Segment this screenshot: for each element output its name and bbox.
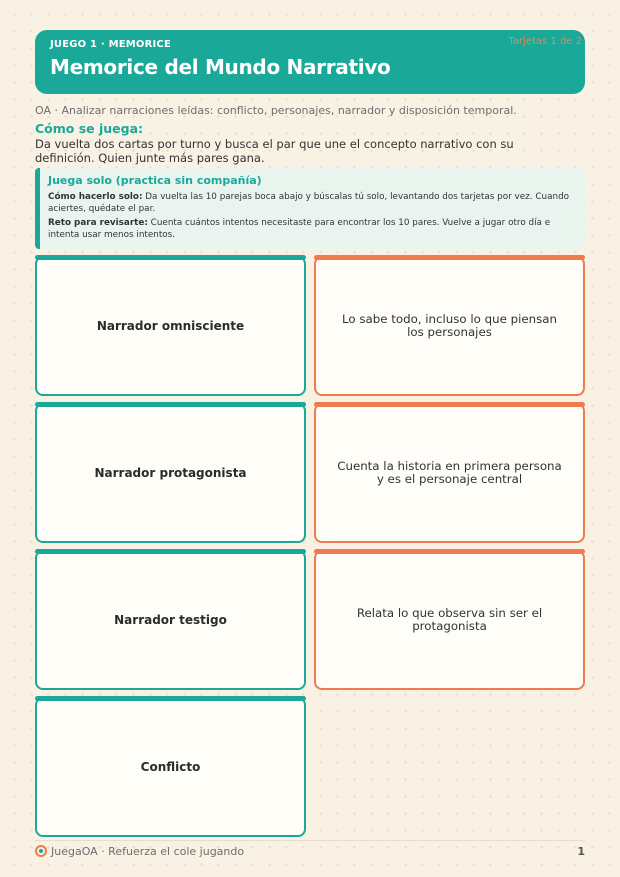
concept-card[interactable]: [35, 550, 306, 690]
how-to-play-text: Da vuelta dos cartas por turno y busca el par que une el concepto narrativo con su definición. Quien junte más pares gana.: [35, 137, 514, 165]
definition-text: Lo sabe todo, incluso lo que piensan los personajes: [342, 312, 557, 339]
solo-title: Juega solo (practica sin compañía): [48, 174, 262, 187]
definition-text: Cuenta la historia en primera persona y es el personaje central: [337, 459, 562, 486]
solo-challenge-text: Cuenta cuántos intentos necesitaste para encontrar los 10 pares. Vuelve a jugar otro día e intenta usar menos intentos.: [48, 218, 551, 240]
page-number: 1: [577, 844, 585, 858]
learning-objective: OA · Analizar narraciones leídas: conflicto, personajes, narrador y disposición temporal.: [35, 104, 517, 117]
solo-challenge-paragraph: [48, 217, 575, 241]
footer-brand: JuegaOA · Refuerza el cole jugando: [51, 844, 245, 858]
brand-logo-icon: [35, 845, 47, 857]
concept-text: Narrador testigo: [114, 613, 227, 627]
definition-text: Relata lo que observa sin ser el protagonista: [356, 606, 543, 633]
definition-card[interactable]: [314, 550, 585, 690]
concept-card[interactable]: [35, 697, 306, 837]
concept-text: Narrador omnisciente: [96, 319, 245, 333]
definition-card[interactable]: [314, 256, 585, 396]
footer-divider: [35, 840, 585, 841]
solo-play-box: [35, 168, 585, 249]
solo-challenge-label: Reto para revisarte:: [48, 218, 148, 228]
concept-text: Narrador protagonista: [94, 466, 247, 480]
concept-card[interactable]: [35, 256, 306, 396]
concept-card[interactable]: [35, 403, 306, 543]
concept-text: Conflicto: [140, 760, 201, 774]
solo-how-paragraph: [48, 191, 575, 215]
solo-how-text: Da vuelta las 10 parejas boca abajo y búscalas tú solo, levantando dos tarjetas por vez. Cuando aciertes, quédate el par.: [48, 192, 570, 214]
game-header: [35, 30, 585, 94]
solo-how-label: Cómo hacerlo solo:: [48, 192, 143, 202]
how-to-play-title: Cómo se juega:: [35, 121, 144, 136]
page-footer: [35, 843, 585, 859]
page-title: Memorice del Mundo Narrativo: [50, 55, 391, 79]
cards-page-note: Tarjetas 1 de 2: [508, 36, 582, 47]
definition-card[interactable]: [314, 403, 585, 543]
game-label: JUEGO 1 · MEMORICE: [50, 39, 172, 50]
